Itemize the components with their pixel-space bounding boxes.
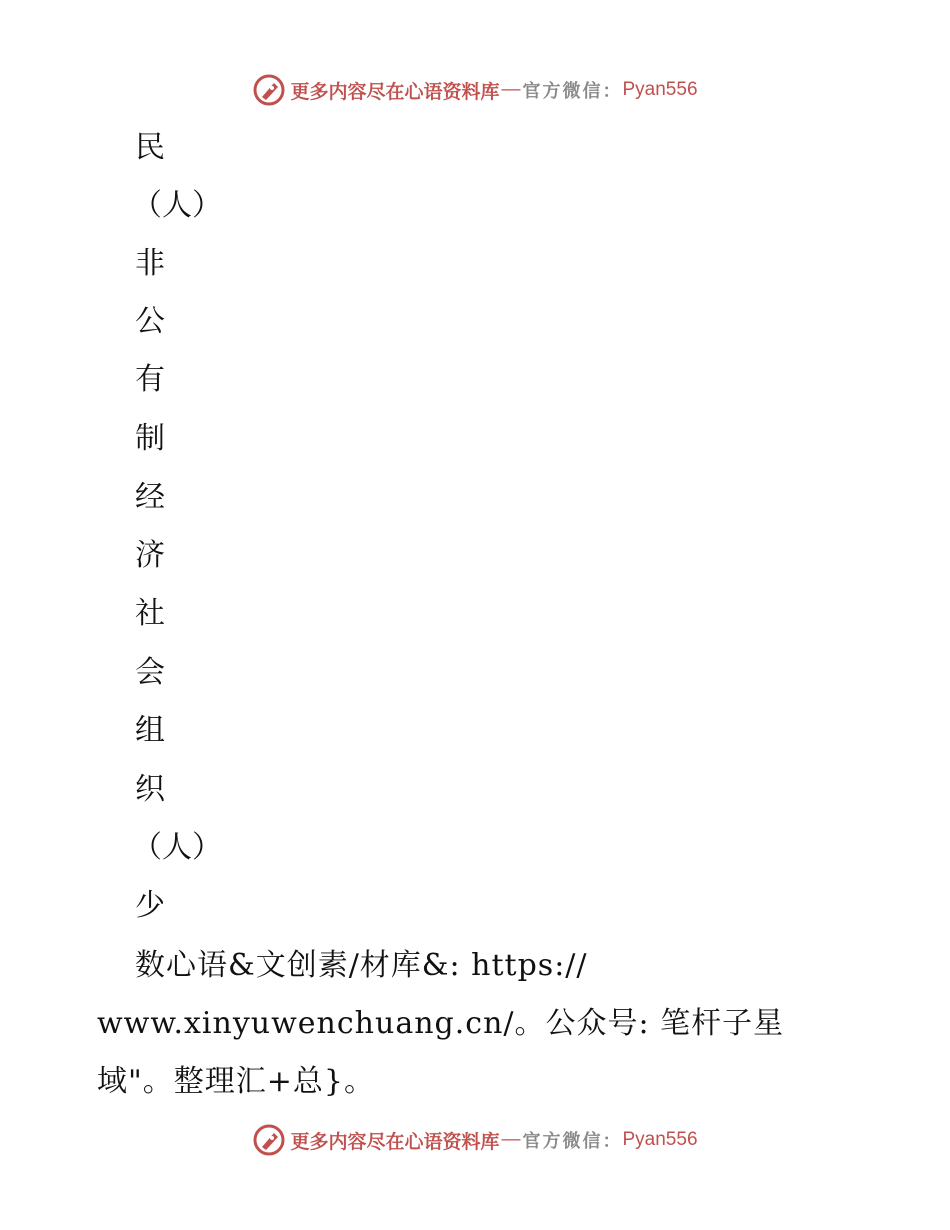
watermark-label: 官方微信： <box>522 81 623 102</box>
watermark-text: 更多内容尽在心语资料库 <box>290 1130 500 1153</box>
text-line: 制 <box>135 421 165 456</box>
watermark-dash: — <box>501 1129 521 1150</box>
text-line: 经 <box>135 480 165 515</box>
text-line: 少 <box>135 888 165 923</box>
text-line: 民 <box>135 130 165 165</box>
watermark-text: 更多内容尽在心语资料库 <box>290 80 500 103</box>
footer-watermark <box>0 1120 950 1160</box>
text-line: 社 <box>135 596 165 631</box>
paragraph-line <box>97 937 797 995</box>
text-line: 非 <box>135 246 165 281</box>
watermark-dash: — <box>501 79 521 100</box>
pen-nib-logo-icon <box>252 73 286 107</box>
text-line: （人） <box>132 188 222 223</box>
paragraph-line: www.xinyuwenchuang.cn/。公众号: 笔杆子星 <box>97 1006 785 1041</box>
watermark-wechat-id: Pyan556 <box>622 79 698 100</box>
pen-nib-logo-icon <box>252 1123 286 1157</box>
watermark-label: 官方微信： <box>522 1131 623 1152</box>
paragraph-line: 域"。整理汇+总}。 <box>97 1064 376 1099</box>
text-line: 织 <box>135 772 165 807</box>
watermark-wechat-id: Pyan556 <box>622 1129 698 1150</box>
paragraph-line-text: 数心语&文创素/材库&: https:// <box>135 948 588 983</box>
text-line: 有 <box>135 362 165 397</box>
closing-paragraph <box>97 937 797 1111</box>
text-line: 济 <box>135 538 165 573</box>
text-line: （人） <box>132 830 222 865</box>
text-line: 组 <box>135 713 165 748</box>
text-line: 公 <box>135 304 165 339</box>
header-watermark <box>0 70 950 110</box>
text-line: 会 <box>135 655 165 690</box>
